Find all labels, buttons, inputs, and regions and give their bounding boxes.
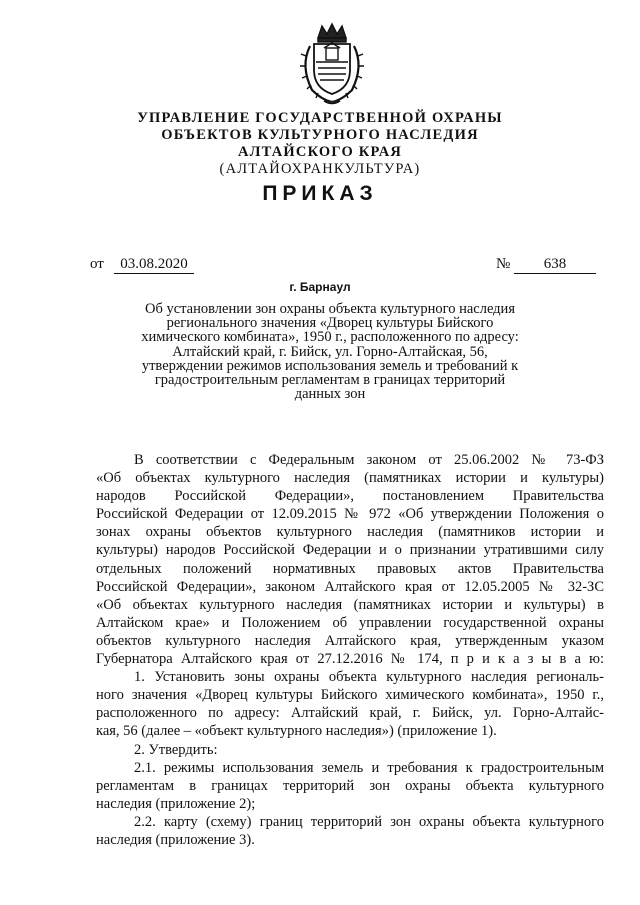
agency-line: АЛТАЙСКОГО КРАЯ xyxy=(237,144,403,160)
body-line: Губернатора Алтайского края от 27.12.2016 № 174, п р и к а з ы в а ю: xyxy=(96,651,604,668)
subject-line: регионального значения «Дворец культуры Бийского xyxy=(166,315,494,332)
body-line: Российской Федерации от 12.09.2015 № 972 «Об утверждении Положения о xyxy=(96,506,604,523)
document-date: 03.08.2020 xyxy=(114,256,194,274)
subject-line: Об установлении зон охраны объекта культурного наследия xyxy=(145,301,515,317)
body-line: зонах охраны объектов культурного наследия (памятников истории и xyxy=(96,524,604,541)
body-line: расположенного по адресу: Алтайский край, г. Бийск, ул. Горно-Алтайс- xyxy=(96,705,604,722)
body-line: объектов культурного наследия Алтайского края, утвержденным указом xyxy=(96,632,604,649)
body-line: культуры) народов Российской Федерации и о признании утратившими силу xyxy=(96,542,604,559)
coat-of-arms-icon xyxy=(296,22,368,106)
subject-line: градостроительным регламентам в границах территорий xyxy=(154,372,506,389)
body-line: Алтайском крае» и Положением об управлении государственной охраны xyxy=(96,614,604,631)
document-title: ПРИКАЗ xyxy=(262,182,378,205)
body-line: 2.1. режимы использования земель и требования к градостроительным xyxy=(134,759,604,776)
agency-line: ОБЪЕКТОВ КУЛЬТУРНОГО НАСЛЕДИЯ xyxy=(161,127,479,143)
body-line: отдельных положений нормативных правовых актов Правительства xyxy=(96,560,604,577)
body-line: регламентам в границах территорий зон охраны объекта культурного xyxy=(96,777,604,794)
body-line: наследия (приложение 2); xyxy=(96,795,256,812)
body-line: В соответствии с Федеральным законом от 25.06.2002 № 73-ФЗ xyxy=(134,452,604,468)
subject-line: Алтайский край, г. Бийск, ул. Горно-Алтайская, 56, xyxy=(172,343,488,360)
date-prefix: от xyxy=(90,256,104,272)
body-line: народов Российской Федерации», постановлением Правительства xyxy=(96,488,604,505)
body-line: кая, 56 (далее – «объект культурного наследия») (приложение 1). xyxy=(96,723,497,740)
body-line: Российской Федерации», законом Алтайского края от 12.05.2005 № 32-ЗС xyxy=(96,578,604,595)
body-line: 2. Утвердить: xyxy=(134,741,218,758)
body-line: «Об объектах культурного наследия (памятниках истории и культуры) в xyxy=(96,596,604,613)
document-body xyxy=(96,451,604,849)
agency-abbreviation: (АЛТАЙОХРАНКУЛЬТУРА) xyxy=(219,161,421,177)
body-line: ного значения «Дворец культуры Бийского химического комбината», 1950 г., xyxy=(96,687,604,704)
number-prefix: № xyxy=(496,256,511,272)
body-line: 1. Установить зоны охраны объекта культурного наследия региональ- xyxy=(134,669,604,686)
subject-line: химического комбината», 1950 г., расположенного по адресу: xyxy=(141,329,519,346)
subject-line: утверждении режимов использования земель и требований к xyxy=(141,357,519,374)
subject-line: данных зон xyxy=(294,386,366,403)
document-subject xyxy=(90,302,570,401)
body-line: наследия (приложение 3). xyxy=(96,831,255,848)
body-line: «Об объектах культурного наследия (памятниках истории и культуры) xyxy=(96,470,604,487)
agency-line: УПРАВЛЕНИЕ ГОСУДАРСТВЕННОЙ ОХРАНЫ xyxy=(137,110,503,126)
body-line: 2.2. карту (схему) границ территорий зон охраны объекта культурного xyxy=(134,813,604,830)
document-number: 638 xyxy=(514,256,596,274)
city: г. Барнаул xyxy=(289,280,351,294)
